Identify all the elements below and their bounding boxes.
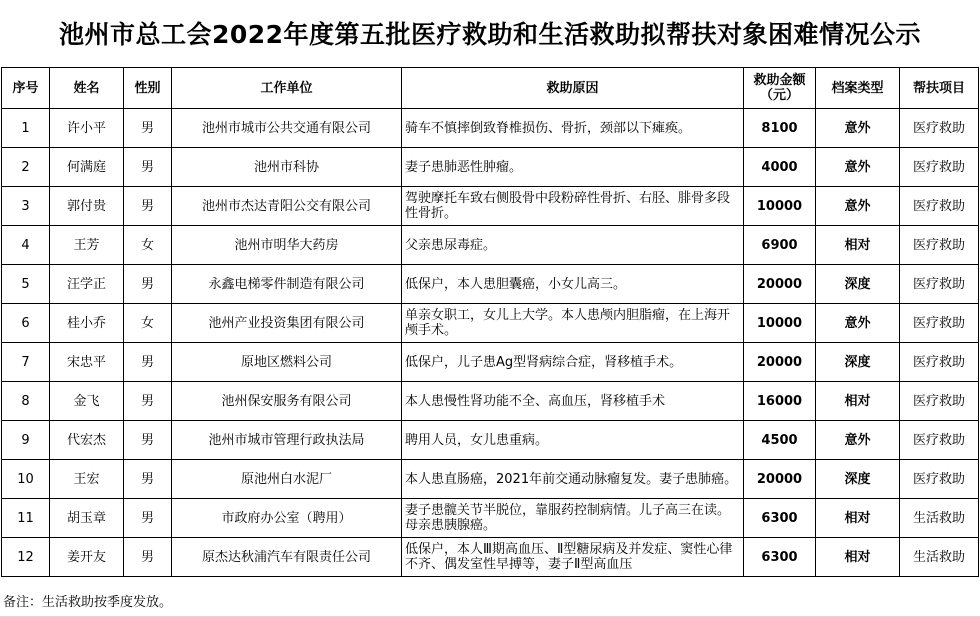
cell-seq: 10 — [2, 460, 50, 499]
cell-gender: 男 — [124, 499, 172, 538]
cell-name: 桂小乔 — [50, 304, 124, 343]
cell-unit: 池州市科协 — [172, 148, 402, 187]
table-row — [2, 265, 979, 304]
header-item: 帮扶项目 — [900, 68, 979, 109]
cell-amount: 10000 — [744, 304, 816, 343]
cell-name: 金飞 — [50, 382, 124, 421]
header-name: 姓名 — [50, 68, 124, 109]
cell-seq: 9 — [2, 421, 50, 460]
table-row — [2, 226, 979, 265]
table-row — [2, 109, 979, 148]
header-seq: 序号 — [2, 68, 50, 109]
header-amount — [744, 68, 816, 109]
cell-type: 意外 — [816, 421, 900, 460]
cell-gender: 男 — [124, 460, 172, 499]
cell-type: 相对 — [816, 499, 900, 538]
cell-amount: 20000 — [744, 460, 816, 499]
header-gender: 性别 — [124, 68, 172, 109]
table-row — [2, 421, 979, 460]
table-row — [2, 499, 979, 538]
cell-name: 王芳 — [50, 226, 124, 265]
cell-unit: 池州市城市公共交通有限公司 — [172, 109, 402, 148]
cell-name: 姜开友 — [50, 538, 124, 577]
cell-gender: 女 — [124, 304, 172, 343]
cell-reason: 妻子患髋关节半脱位，靠服药控制病情。儿子高三在读。母亲患胰腺癌。 — [402, 499, 744, 538]
cell-gender: 男 — [124, 109, 172, 148]
header-amount-line1: 救助金额 — [753, 73, 806, 88]
cell-gender: 男 — [124, 265, 172, 304]
cell-reason: 聘用人员，女儿患重病。 — [402, 421, 744, 460]
cell-unit: 永鑫电梯零件制造有限公司 — [172, 265, 402, 304]
cell-amount: 20000 — [744, 265, 816, 304]
cell-item: 医疗救助 — [900, 187, 979, 226]
table-row — [2, 343, 979, 382]
assistance-table — [1, 67, 979, 577]
cell-unit: 池州保安服务有限公司 — [172, 382, 402, 421]
cell-name: 郭付贵 — [50, 187, 124, 226]
cell-unit: 池州产业投资集团有限公司 — [172, 304, 402, 343]
header-row — [2, 68, 979, 109]
cell-amount: 6300 — [744, 538, 816, 577]
cell-item: 生活救助 — [900, 499, 979, 538]
cell-reason: 父亲患尿毒症。 — [402, 226, 744, 265]
cell-seq: 5 — [2, 265, 50, 304]
cell-gender: 女 — [124, 226, 172, 265]
table-row — [2, 304, 979, 343]
cell-type: 深度 — [816, 265, 900, 304]
cell-item: 生活救助 — [900, 538, 979, 577]
table-row — [2, 460, 979, 499]
header-reason: 救助原因 — [402, 68, 744, 109]
cell-unit: 池州市明华大药房 — [172, 226, 402, 265]
cell-item: 医疗救助 — [900, 265, 979, 304]
cell-gender: 男 — [124, 343, 172, 382]
cell-gender: 男 — [124, 421, 172, 460]
cell-reason: 低保户，本人Ⅲ期高血压、Ⅱ型糖尿病及并发症、窦性心律不齐、偶发室性早搏等，妻子Ⅱ型高血压 — [402, 538, 744, 577]
cell-item: 医疗救助 — [900, 343, 979, 382]
cell-unit: 池州市杰达青阳公交有限公司 — [172, 187, 402, 226]
cell-name: 何满庭 — [50, 148, 124, 187]
cell-amount: 20000 — [744, 343, 816, 382]
cell-unit: 市政府办公室（聘用） — [172, 499, 402, 538]
cell-name: 代宏杰 — [50, 421, 124, 460]
cell-seq: 7 — [2, 343, 50, 382]
header-amount-line2: （元） — [759, 88, 799, 103]
cell-type: 意外 — [816, 187, 900, 226]
cell-seq: 4 — [2, 226, 50, 265]
cell-reason: 本人患慢性肾功能不全、高血压，肾移植手术 — [402, 382, 744, 421]
cell-unit: 原池州白水泥厂 — [172, 460, 402, 499]
cell-reason: 驾驶摩托车致右侧股骨中段粉碎性骨折、右胫、腓骨多段性骨折。 — [402, 187, 744, 226]
cell-gender: 男 — [124, 148, 172, 187]
cell-name: 宋忠平 — [50, 343, 124, 382]
cell-item: 医疗救助 — [900, 421, 979, 460]
cell-unit: 池州市城市管理行政执法局 — [172, 421, 402, 460]
header-unit: 工作单位 — [172, 68, 402, 109]
cell-type: 深度 — [816, 460, 900, 499]
cell-name: 许小平 — [50, 109, 124, 148]
header-type: 档案类型 — [816, 68, 900, 109]
cell-seq: 12 — [2, 538, 50, 577]
table-row — [2, 538, 979, 577]
cell-amount: 6900 — [744, 226, 816, 265]
cell-type: 意外 — [816, 148, 900, 187]
cell-gender: 男 — [124, 538, 172, 577]
cell-seq: 11 — [2, 499, 50, 538]
cell-type: 深度 — [816, 343, 900, 382]
cell-seq: 6 — [2, 304, 50, 343]
cell-amount: 16000 — [744, 382, 816, 421]
cell-name: 汪学正 — [50, 265, 124, 304]
cell-seq: 3 — [2, 187, 50, 226]
cell-amount: 8100 — [744, 109, 816, 148]
cell-type: 意外 — [816, 304, 900, 343]
cell-reason: 低保户，本人患胆囊癌，小女儿高三。 — [402, 265, 744, 304]
cell-item: 医疗救助 — [900, 304, 979, 343]
cell-item: 医疗救助 — [900, 460, 979, 499]
cell-gender: 男 — [124, 382, 172, 421]
cell-amount: 4500 — [744, 421, 816, 460]
cell-item: 医疗救助 — [900, 382, 979, 421]
cell-type: 相对 — [816, 226, 900, 265]
cell-name: 胡玉章 — [50, 499, 124, 538]
cell-reason: 骑车不慎摔倒致脊椎损伤、骨折，颈部以下瘫痪。 — [402, 109, 744, 148]
table-body — [2, 109, 979, 577]
cell-seq: 1 — [2, 109, 50, 148]
cell-type: 相对 — [816, 538, 900, 577]
cell-reason: 低保户，儿子患Ag型肾病综合症，肾移植手术。 — [402, 343, 744, 382]
cell-type: 相对 — [816, 382, 900, 421]
page-title: 池州市总工会2022年度第五批医疗救助和生活救助拟帮扶对象困难情况公示 — [58, 20, 922, 49]
footnote: 备注：生活救助按季度发放。 — [3, 595, 173, 610]
cell-amount: 4000 — [744, 148, 816, 187]
cell-reason: 妻子患肺恶性肿瘤。 — [402, 148, 744, 187]
cell-amount: 10000 — [744, 187, 816, 226]
table-row — [2, 148, 979, 187]
cell-seq: 8 — [2, 382, 50, 421]
cell-item: 医疗救助 — [900, 109, 979, 148]
cell-unit: 原杰达秋浦汽车有限责任公司 — [172, 538, 402, 577]
cell-item: 医疗救助 — [900, 226, 979, 265]
cell-item: 医疗救助 — [900, 148, 979, 187]
cell-gender: 男 — [124, 187, 172, 226]
cell-reason: 单亲女职工，女儿上大学。本人患颅内胆脂瘤，在上海开颅手术。 — [402, 304, 744, 343]
cell-unit: 原地区燃料公司 — [172, 343, 402, 382]
table-row — [2, 187, 979, 226]
cell-reason: 本人患直肠癌，2021年前交通动脉瘤复发。妻子患肺癌。 — [402, 460, 744, 499]
cell-type: 意外 — [816, 109, 900, 148]
cell-name: 王宏 — [50, 460, 124, 499]
cell-seq: 2 — [2, 148, 50, 187]
table-row — [2, 382, 979, 421]
cell-amount: 6300 — [744, 499, 816, 538]
